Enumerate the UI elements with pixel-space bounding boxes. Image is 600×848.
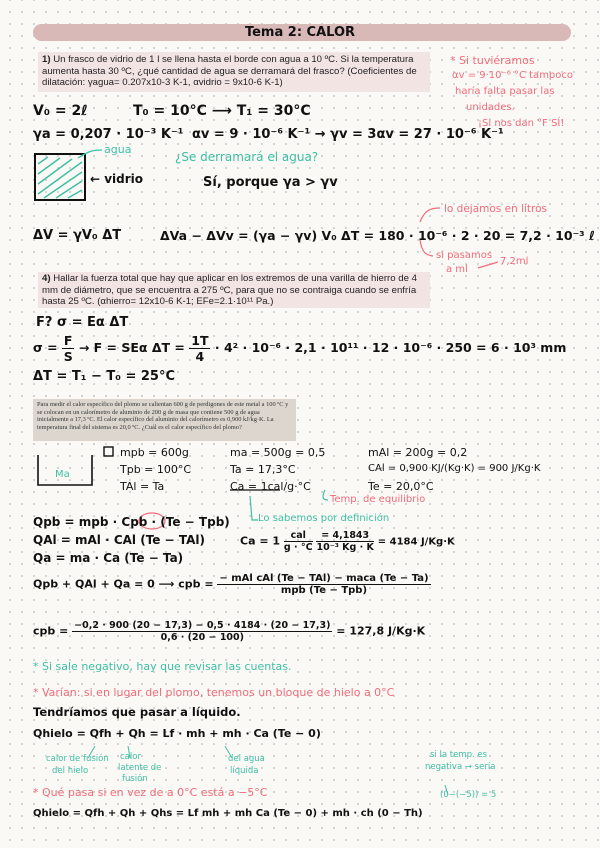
p4-sigma-lhs: σ = xyxy=(33,340,58,355)
p4-pi-frac xyxy=(189,333,210,364)
p5-ca-result: = 4184 J/Kg·K xyxy=(377,536,455,548)
p5-ma: ma = 500g = 0,5 xyxy=(230,446,326,459)
p1-agua-label: agua xyxy=(104,143,132,156)
p5-qal: QAl = mAl · CAl (Te − TAl) xyxy=(33,533,205,547)
p1-v0: V₀ = 2ℓ xyxy=(33,103,88,119)
p5-neg-temp-1: si la temp. es xyxy=(430,750,488,760)
p4-pi-num: 1T xyxy=(191,333,209,348)
p4-delta-t: ΔT = T₁ − T₀ = 25°C xyxy=(33,369,176,384)
p1-formula-dv: ΔV = γV₀ ΔT xyxy=(33,228,122,243)
p5-cal: CAl = 0,900 KJ/(Kg·K) = 900 J/Kg·K xyxy=(368,463,541,474)
p5-qa: Qa = ma · Ca (Te − Ta) xyxy=(33,551,184,565)
p1-note-ml-1: si pasamos xyxy=(436,250,493,261)
p1-alpha-v: αv = 9 · 10⁻⁶ K⁻¹ → γv = 3αv = 27 · 10⁻⁶ K⁻¹ xyxy=(192,127,504,142)
p4-sigma-mid: → F = SEα ΔT = xyxy=(78,340,185,355)
p4-sigma-den: S xyxy=(63,349,73,364)
p1-vidrio-label: ← vidrio xyxy=(90,172,144,186)
p5-qhielo2: Qhielo = Qfh + Qh + Qhs = Lf mh + mh Ca (Te − 0) + mh · ch (0 − Th) xyxy=(33,808,423,819)
p5-cpb-frac xyxy=(217,573,430,596)
p5-what-if: * Qué pasa si en vez de a 0°C está a −5°C xyxy=(33,786,268,799)
p1-note-ml-2: a ml xyxy=(446,264,468,275)
p5-label-latent-b: latente de xyxy=(118,763,162,773)
p5-te-note: Temp. de equilibrio xyxy=(330,494,426,505)
p5-neg-note: * Si sale negativo, hay que revisar las cuentas. xyxy=(33,660,292,673)
p5-te: Te = 20,0°C xyxy=(368,480,434,493)
p5-cpb-lhs: cpb = xyxy=(33,624,69,638)
p1-question: ¿Se derramará el agua? xyxy=(175,150,319,164)
side-note-5: ¡Si nos dan °F SÍ! xyxy=(478,118,565,129)
problem-4-text: Hallar la fuerza total que hay que aplicar en los extremos de una varilla de hierro de 4 mm de diámetro, que se encuentra a 275 ºC, para que no se contraiga cuando se enfría hasta 25 ºC. (αhierro= 12x10-6 K-1; EFe=2.1·10¹¹ Pa.) xyxy=(42,273,417,307)
p4-sigma-rest: · 4² · 10⁻⁶ · 2,1 · 10¹¹ · 12 · 10⁻⁶ · 250 = 6 · 10³ mm xyxy=(214,340,567,355)
p5-cpb-line xyxy=(33,620,425,643)
p5-qhielo: Qhielo = Qfh + Qh = Lf · mh + mh · Ca (Te − 0) xyxy=(33,727,321,740)
p5-cpb2-num: −0,2 · 900 (20 − 17,3) − 0,5 · 4184 · (20 − 17,3) xyxy=(74,620,331,631)
p5-ca-def xyxy=(240,530,455,553)
p5-cpb2-res: = 127,8 J/Kg·K xyxy=(336,624,426,638)
p5-label-latent-a: calor xyxy=(120,752,141,762)
p5-beaker-label: Ma xyxy=(55,469,70,480)
scanned-problem: Para medir el calor específico del plomo se calientan 600 g de perdigones de este metal a 100 ºC y se colocan en un calorímetro de aluminio de 200 g de masa que contiene 500 g de agua inicialmente a 17,3 ºC. El calor específico del aluminio del calorímetro es 0,900 kJ/kg·K. La temperatura final del sistema es 20,0 ºC. ¿Cuál es el calor específico del plomo? xyxy=(33,399,296,441)
p5-label-agua-a: del agua xyxy=(228,754,265,764)
p5-ca-note: Lo sabemos por definición xyxy=(258,513,390,524)
p5-ta: Ta = 17,3°C xyxy=(230,463,296,476)
p5-cpb2-den: 0,6 · (20 − 100) xyxy=(160,632,244,643)
p5-vary-note: * Varían: si en lugar del plomo, tenemos un bloque de hielo a 0°C xyxy=(33,686,395,699)
p5-sum-line xyxy=(33,573,431,596)
p5-label-agua-b: líquida xyxy=(230,766,259,776)
problem-4-statement xyxy=(38,272,430,308)
p1-note-litros: lo dejamos en litros xyxy=(444,203,548,215)
p5-sum: Qpb + QAl + Qa = 0 ⟶ cpb = xyxy=(33,577,214,591)
p5-label-fusion-1b: del hielo xyxy=(52,766,89,776)
problem-4-number: 4) xyxy=(42,273,51,284)
side-note-4: unidades. xyxy=(466,102,515,113)
p5-mpb: mpb = 600g xyxy=(120,446,189,459)
p5-tal: TAl = Ta xyxy=(120,480,165,493)
problem-1-number: 1) xyxy=(42,54,51,65)
p1-t0: T₀ = 10°C ⟶ T₁ = 30°C xyxy=(133,103,311,119)
p5-cpb2-frac xyxy=(72,620,332,643)
p5-cpb-den: mpb (Te − Tpb) xyxy=(280,585,368,596)
p1-note-ml-3: 7,2ml xyxy=(500,256,529,267)
p5-ca-mid: = 4,1843 xyxy=(316,530,373,542)
p5-ca-frac-1 xyxy=(284,530,313,553)
p5-label-latent-c: fusión xyxy=(122,774,148,784)
p5-neg-temp-2: negativa → sería xyxy=(425,762,496,772)
p1-formula-result: ΔVa − ΔVv = (γa − γv) V₀ ΔT = 180 · 10⁻⁶ · 2 · 20 = 7,2 · 10⁻³ ℓ xyxy=(160,228,595,243)
p5-mal: mAl = 200g = 0,2 xyxy=(368,446,468,459)
p5-cpb-num: − mAl cAl (Te − TAl) − maca (Te − Ta) xyxy=(219,573,429,584)
p5-ca-frac-2 xyxy=(316,530,373,553)
p1-gamma-a: γa = 0,207 · 10⁻³ K⁻¹ xyxy=(33,127,184,142)
p5-ca-f1-den: g · °C xyxy=(283,542,313,553)
side-note-1: * Si tuviéramos xyxy=(450,54,535,67)
side-note-3: haría falta pasar las xyxy=(455,86,555,97)
p5-ca: Ca = 1cal/g·°C xyxy=(230,480,311,493)
p5-qpb: Qpb = mpb · Cpb · (Te − Tpb) xyxy=(33,515,230,529)
p5-liquid: Tendríamos que pasar a líquido. xyxy=(33,705,241,719)
p5-ca-f2-den: 10⁻³ Kg · K xyxy=(316,542,374,553)
side-note-2: αv = 9·10⁻⁶ °C tampoco xyxy=(452,70,574,81)
p1-answer: Sí, porque γa > γv xyxy=(203,175,338,190)
p4-pi-den: 4 xyxy=(195,349,205,364)
p4-sigma-frac xyxy=(62,333,75,364)
p5-ca-lhs: Ca = 1 xyxy=(240,534,281,548)
problem-1-text: Un frasco de vidrio de 1 l se llena hasta el borde con agua a 10 ºC. Si la temperatura aumenta hasta 30 ºC, ¿qué cantidad de agua se derramará del frasco? (Coeficientes de dilatación: γagua= 0.207x10-3 K-1, αvidrio = 9x10-6 K-1) xyxy=(42,54,417,88)
p5-neg-temp-3: (0−(−5)) = 5 xyxy=(440,790,497,800)
p5-ca-f1-num: cal xyxy=(284,530,313,542)
page-title: Tema 2: CALOR xyxy=(244,25,356,40)
p4-ask: F? σ = Eα ΔT xyxy=(36,315,129,330)
p5-label-fusion-1a: calor de fusión xyxy=(46,754,109,764)
p5-tpb: Tpb = 100°C xyxy=(120,463,192,476)
p4-sigma-num: F xyxy=(63,333,73,348)
p4-sigma-line xyxy=(33,333,566,364)
